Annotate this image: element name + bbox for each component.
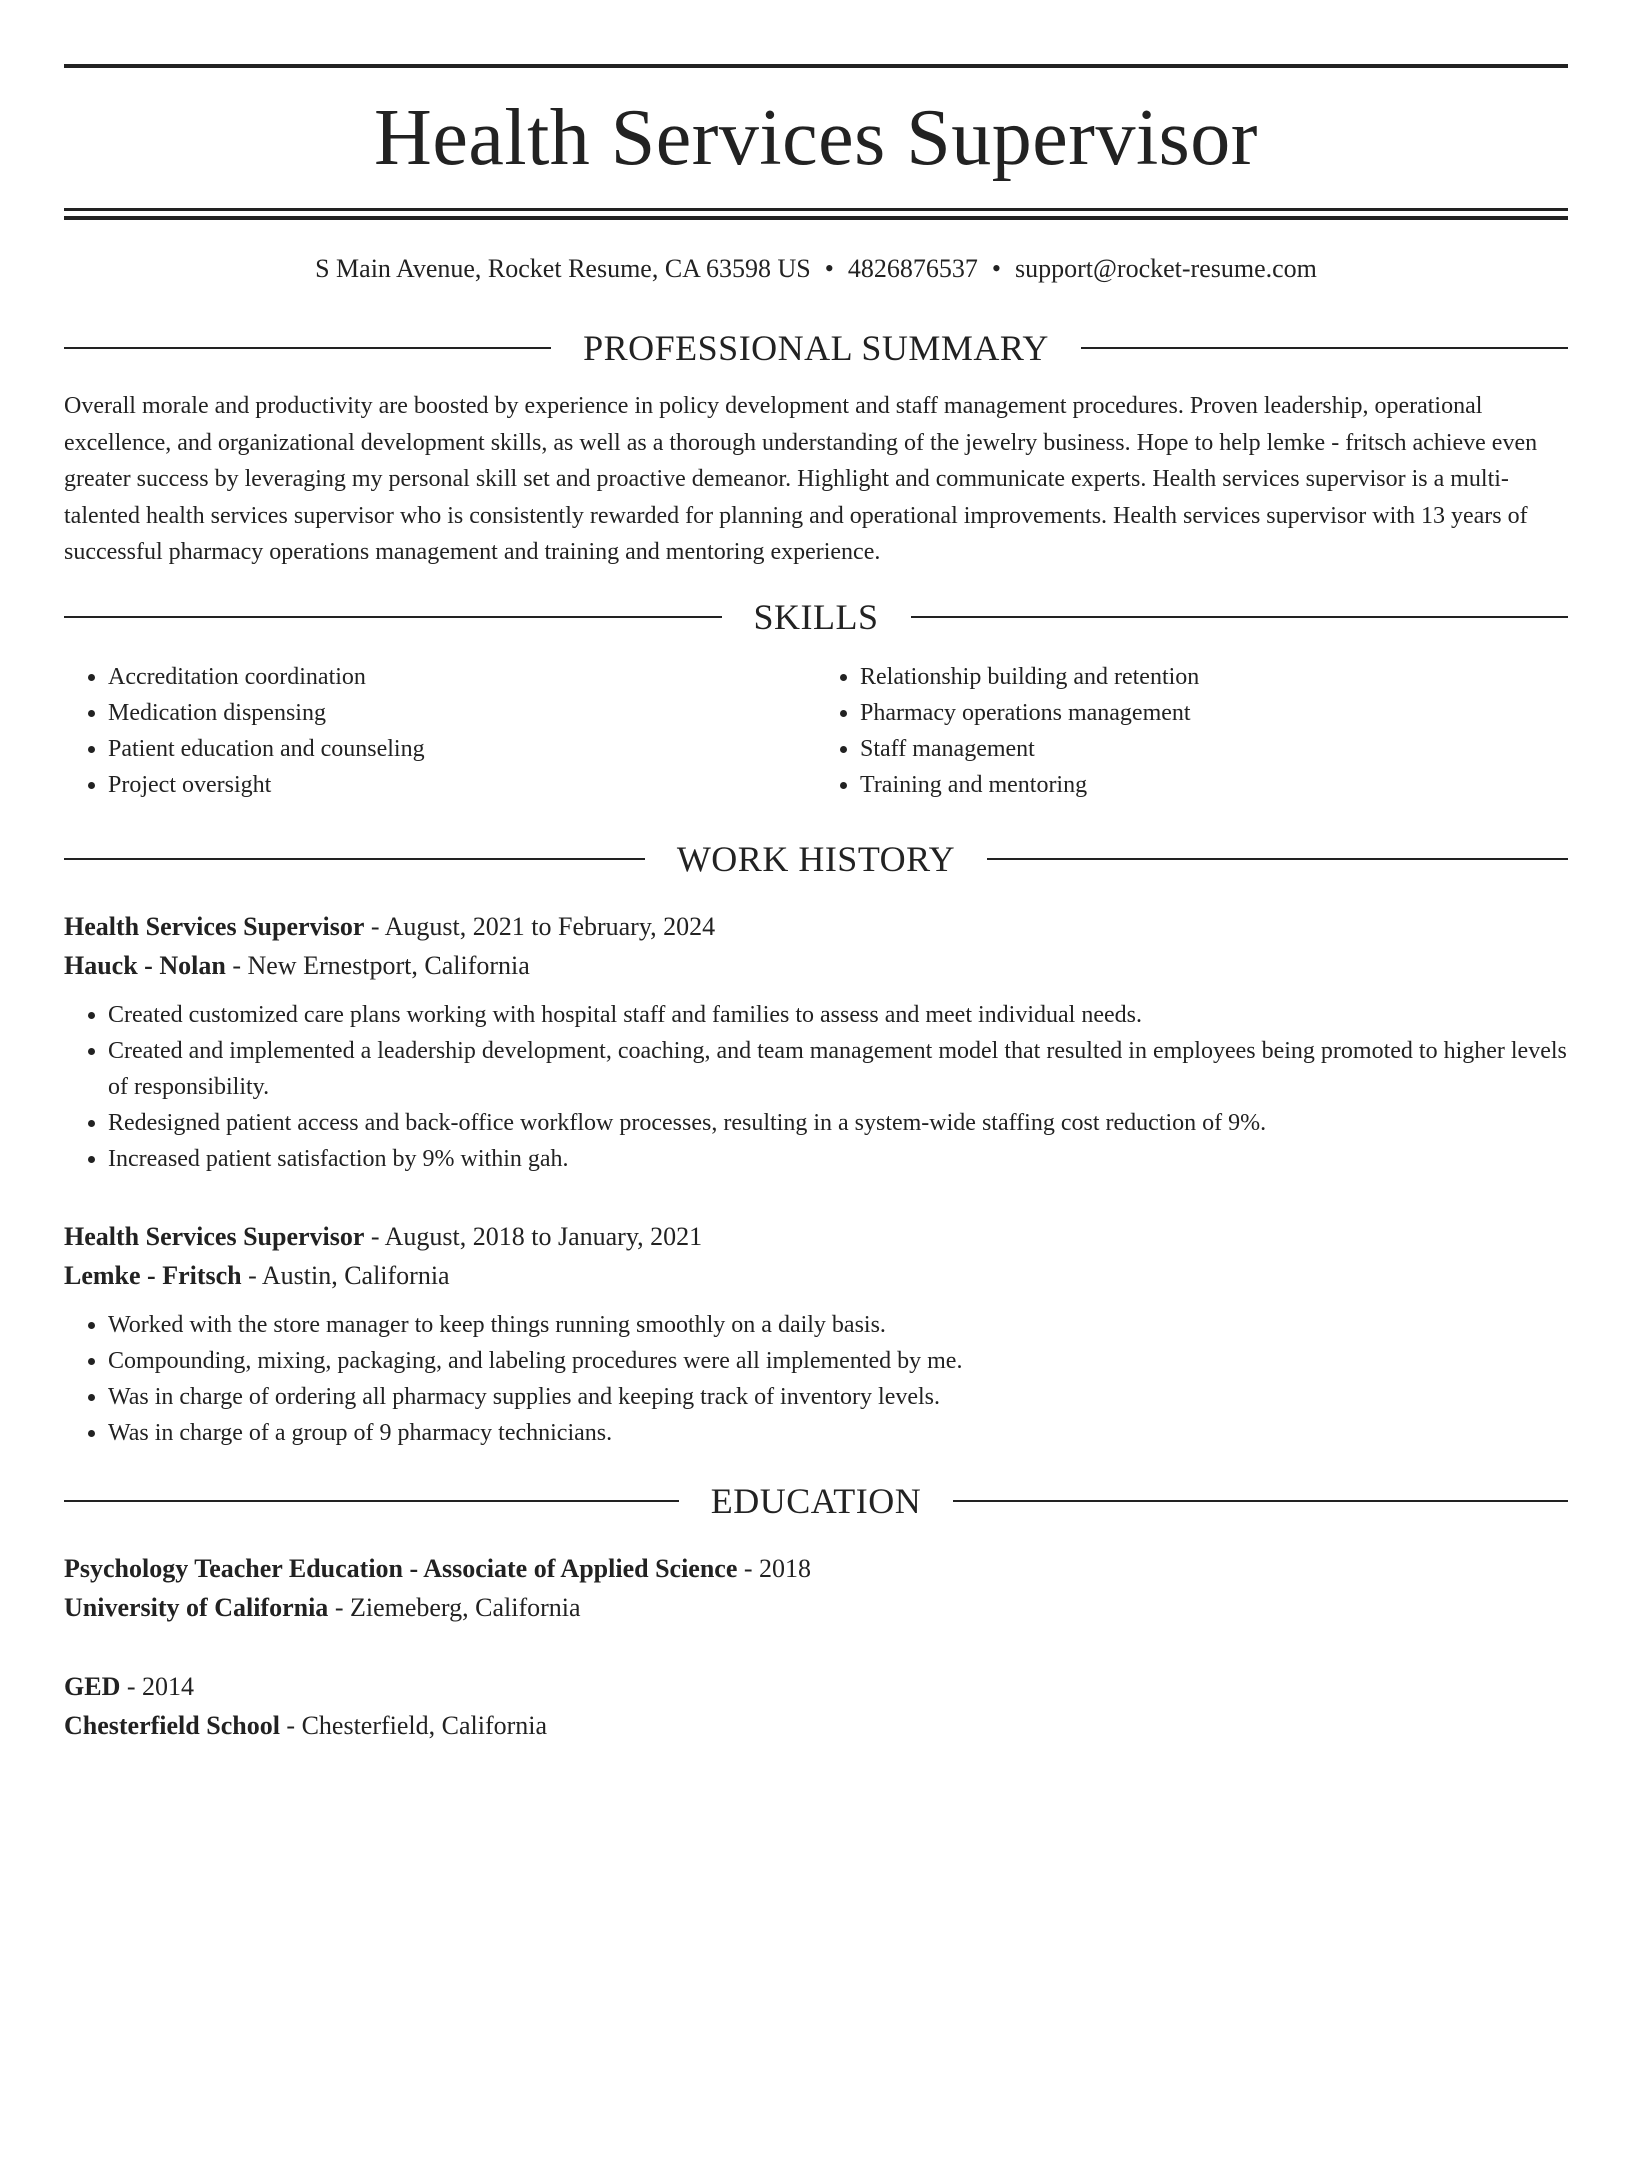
- education-degree: GED: [64, 1671, 121, 1701]
- top-rule: [64, 64, 1568, 68]
- contact-address: S Main Avenue, Rocket Resume, CA 63598 US: [315, 254, 811, 283]
- job-bullets: [64, 997, 1568, 1177]
- section-title: WORK HISTORY: [676, 838, 956, 879]
- skill-item: • Accreditation coordination: [108, 659, 816, 695]
- skill-item: • Project oversight: [108, 767, 816, 803]
- contact-line: [64, 254, 1568, 284]
- skill-item: • Pharmacy operations management: [860, 695, 1568, 731]
- job-bullets: [64, 1307, 1568, 1451]
- job-company: Lemke - Fritsch: [64, 1260, 242, 1290]
- summary-section-heading: [64, 328, 1568, 368]
- job-title-line: [64, 907, 1568, 946]
- contact-separator: •: [991, 254, 1001, 283]
- education-school-line: [64, 1588, 1568, 1627]
- divider-line: [64, 858, 645, 860]
- job-entry: [64, 1217, 1568, 1451]
- job-bullet: • Created customized care plans working with hospital staff and families to assess and meet individual needs.: [108, 997, 1568, 1033]
- skill-item: • Training and mentoring: [860, 767, 1568, 803]
- skills-column-left: [64, 659, 816, 803]
- divider-line: [911, 616, 1569, 618]
- education-degree-line: [64, 1667, 1568, 1706]
- divider-line: [987, 858, 1568, 860]
- job-company: Hauck - Nolan: [64, 950, 226, 980]
- job-company-line: [64, 1256, 1568, 1295]
- education-year: - 2018: [737, 1553, 812, 1583]
- divider-line: [953, 1500, 1568, 1502]
- skill-item: • Staff management: [860, 731, 1568, 767]
- job-location: - Austin, California: [241, 1260, 450, 1290]
- job-bullet: • Worked with the store manager to keep things running smoothly on a daily basis.: [108, 1307, 1568, 1343]
- contact-email: support@rocket-resume.com: [1014, 254, 1317, 283]
- skill-item: • Medication dispensing: [108, 695, 816, 731]
- education-degree: Psychology Teacher Education - Associate of Applied Science: [64, 1553, 738, 1583]
- resume-title: Health Services Supervisor: [374, 94, 1258, 182]
- job-title-line: [64, 1217, 1568, 1256]
- job-bullet: • Created and implemented a leadership development, coaching, and team management model that resulted in employees being promoted to higher levels of responsibility.: [108, 1033, 1568, 1105]
- skill-item: • Relationship building and retention: [860, 659, 1568, 695]
- job-title: Health Services Supervisor: [64, 1221, 365, 1251]
- job-dates: - August, 2018 to January, 2021: [364, 1221, 703, 1251]
- job-entry: [64, 907, 1568, 1177]
- work-section-heading: [64, 839, 1568, 879]
- job-location: - New Ernestport, California: [225, 950, 530, 980]
- contact-separator: •: [824, 254, 834, 283]
- job-bullet: • Was in charge of a group of 9 pharmacy technicians.: [108, 1415, 1568, 1451]
- title-double-rule: [64, 208, 1568, 220]
- job-dates: - August, 2021 to February, 2024: [364, 911, 716, 941]
- education-location: - Ziemeberg, California: [328, 1592, 581, 1622]
- section-title: PROFESSIONAL SUMMARY: [583, 328, 1049, 368]
- education-degree-line: [64, 1549, 1568, 1588]
- divider-line: [64, 1500, 679, 1502]
- skills-list: [64, 659, 1568, 803]
- divider-line: [1081, 347, 1568, 349]
- summary-text: Overall morale and productivity are boosted by experience in policy development and staff management procedures. Proven leadership, operational excellence, and organizational development skills, as well as a thorough understanding of the jewelry business. Hope to help lemke - fritsch achieve even greater success by leveraging my personal skill set and proactive demeanor. Highlight and communicate experts. Health services supervisor is a multi-talented health services supervisor who is consistently rewarded for planning and operational improvements. Health services supervisor with 13 years of successful pharmacy operations management and training and mentoring experience.: [64, 393, 1538, 565]
- education-entry: [64, 1667, 1568, 1745]
- education-section-heading: [64, 1481, 1568, 1521]
- education-year: - 2014: [120, 1671, 195, 1701]
- job-title: Health Services Supervisor: [64, 911, 365, 941]
- education-school-line: [64, 1706, 1568, 1745]
- skill-item: • Patient education and counseling: [108, 731, 816, 767]
- job-bullet: • Redesigned patient access and back-office workflow processes, resulting in a system-wide staffing cost reduction of 9%.: [108, 1105, 1568, 1141]
- skills-column-right: [816, 659, 1568, 803]
- education-location: - Chesterfield, California: [279, 1710, 548, 1740]
- job-bullet: • Was in charge of ordering all pharmacy supplies and keeping track of inventory levels.: [108, 1379, 1568, 1415]
- section-title: SKILLS: [753, 596, 879, 637]
- job-bullet: • Increased patient satisfaction by 9% within gah.: [108, 1141, 1568, 1177]
- job-bullet: • Compounding, mixing, packaging, and labeling procedures were all implemented by me.: [108, 1343, 1568, 1379]
- resume-page: [0, 64, 1632, 2176]
- education-entry: [64, 1549, 1568, 1627]
- skills-section-heading: [64, 597, 1568, 637]
- job-company-line: [64, 946, 1568, 985]
- education-school: University of California: [64, 1592, 329, 1622]
- section-title: EDUCATION: [710, 1480, 922, 1521]
- divider-line: [64, 616, 722, 618]
- contact-phone: 4826876537: [847, 254, 978, 283]
- divider-line: [64, 347, 551, 349]
- education-school: Chesterfield School: [64, 1710, 280, 1740]
